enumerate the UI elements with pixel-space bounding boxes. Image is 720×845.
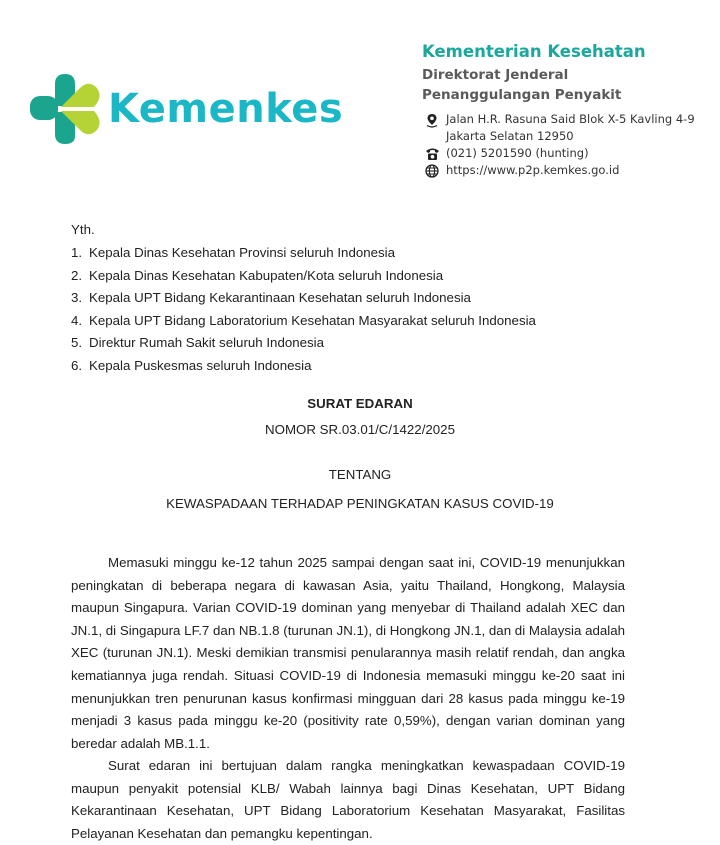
address-line-1: Jalan H.R. Rasuna Said Blok X-5 Kavling 4-9 bbox=[446, 112, 695, 126]
logo-wordmark: Kemenkes bbox=[108, 86, 344, 132]
salutation: Yth. bbox=[71, 222, 95, 237]
website-row bbox=[424, 163, 695, 180]
body-paragraph-1: Memasuki minggu ke-12 tahun 2025 sampai dengan saat ini, COVID-19 menunjukkan peningkatan di beberapa negara di kawasan Asia, yaitu Thailand, Hongkong, Malaysia maupun Singapura. Varian COVID-19 dominan yang menyebar di Thailand adalah XEC dan JN.1, di Singapura LF.7 dan NB.1.8 (turunan JN.1), di Hongkong JN.1, dan di Malaysia adalah XEC (turunan JN.1). Meski demikian transmisi penularannya masih relatif rendah, dan angka kematiannya juga rendah. Situasi COVID-19 di Indonesia memasuki minggu ke-20 saat ini menunjukkan tren penurunan kasus konfirmasi mingguan dari 28 kasus pada minggu ke-19 menjadi 3 kasus pada minggu ke-20 (positivity rate 0,59%), dengan varian dominan yang beredar adalah MB.1.1. bbox=[71, 555, 625, 751]
address-line-2: Jakarta Selatan 12950 bbox=[446, 129, 574, 143]
document-number: NOMOR SR.03.01/C/1422/2025 bbox=[265, 422, 455, 437]
recipient-list bbox=[71, 244, 536, 380]
ministry-name: Kementerian Kesehatan bbox=[422, 42, 646, 61]
phone-number: (021) 5201590 (hunting) bbox=[446, 146, 589, 160]
website-link[interactable]: https://www.p2p.kemkes.go.id bbox=[446, 163, 620, 177]
recipient-item: 4. Kepala UPT Bidang Laboratorium Kesehatan Masyarakat seluruh Indonesia bbox=[71, 312, 536, 328]
location-pin-icon bbox=[424, 112, 440, 128]
logo-left-petal bbox=[30, 96, 58, 120]
address-row bbox=[424, 112, 695, 129]
address-row-2 bbox=[424, 129, 695, 146]
body-paragraph-2: Surat edaran ini bertujuan dalam rangka meningkatkan kewaspadaan COVID-19 maupun penyakit potensial KLB/ Wabah lainnya bagi Dinas Kesehatan, UPT Bidang Kekarantinaan Kesehatan, UPT Bidang Laboratorium Kesehatan Masyarakat, Fasilitas Pelayanan Kesehatan dan pemangku kepentingan. bbox=[71, 758, 625, 841]
phone-row bbox=[424, 146, 695, 163]
letterhead-institution bbox=[422, 42, 646, 105]
letterhead-contact bbox=[424, 112, 695, 180]
recipient-item: 5. Direktur Rumah Sakit seluruh Indonesia bbox=[71, 335, 325, 351]
document-heading: SURAT EDARAN bbox=[307, 396, 413, 411]
directorate-line-1: Direktorat Jenderal bbox=[422, 67, 569, 83]
about-label: TENTANG bbox=[328, 467, 392, 482]
globe-icon bbox=[424, 163, 440, 179]
recipient-item: 3. Kepala UPT Bidang Kekarantinaan Kesehatan seluruh Indonesia bbox=[71, 290, 471, 306]
recipient-item: 6. Kepala Puskesmas seluruh Indonesia bbox=[71, 357, 312, 373]
directorate-line-2: Penanggulangan Penyakit bbox=[422, 87, 622, 103]
recipient-item: 2. Kepala Dinas Kesehatan Kabupaten/Kota seluruh Indonesia bbox=[71, 267, 444, 283]
recipient-item: 1. Kepala Dinas Kesehatan Provinsi seluruh Indonesia bbox=[71, 245, 396, 260]
document-subject: KEWASPADAAN TERHADAP PENINGKATAN KASUS COVID-19 bbox=[166, 496, 554, 511]
telephone-icon bbox=[424, 146, 440, 162]
